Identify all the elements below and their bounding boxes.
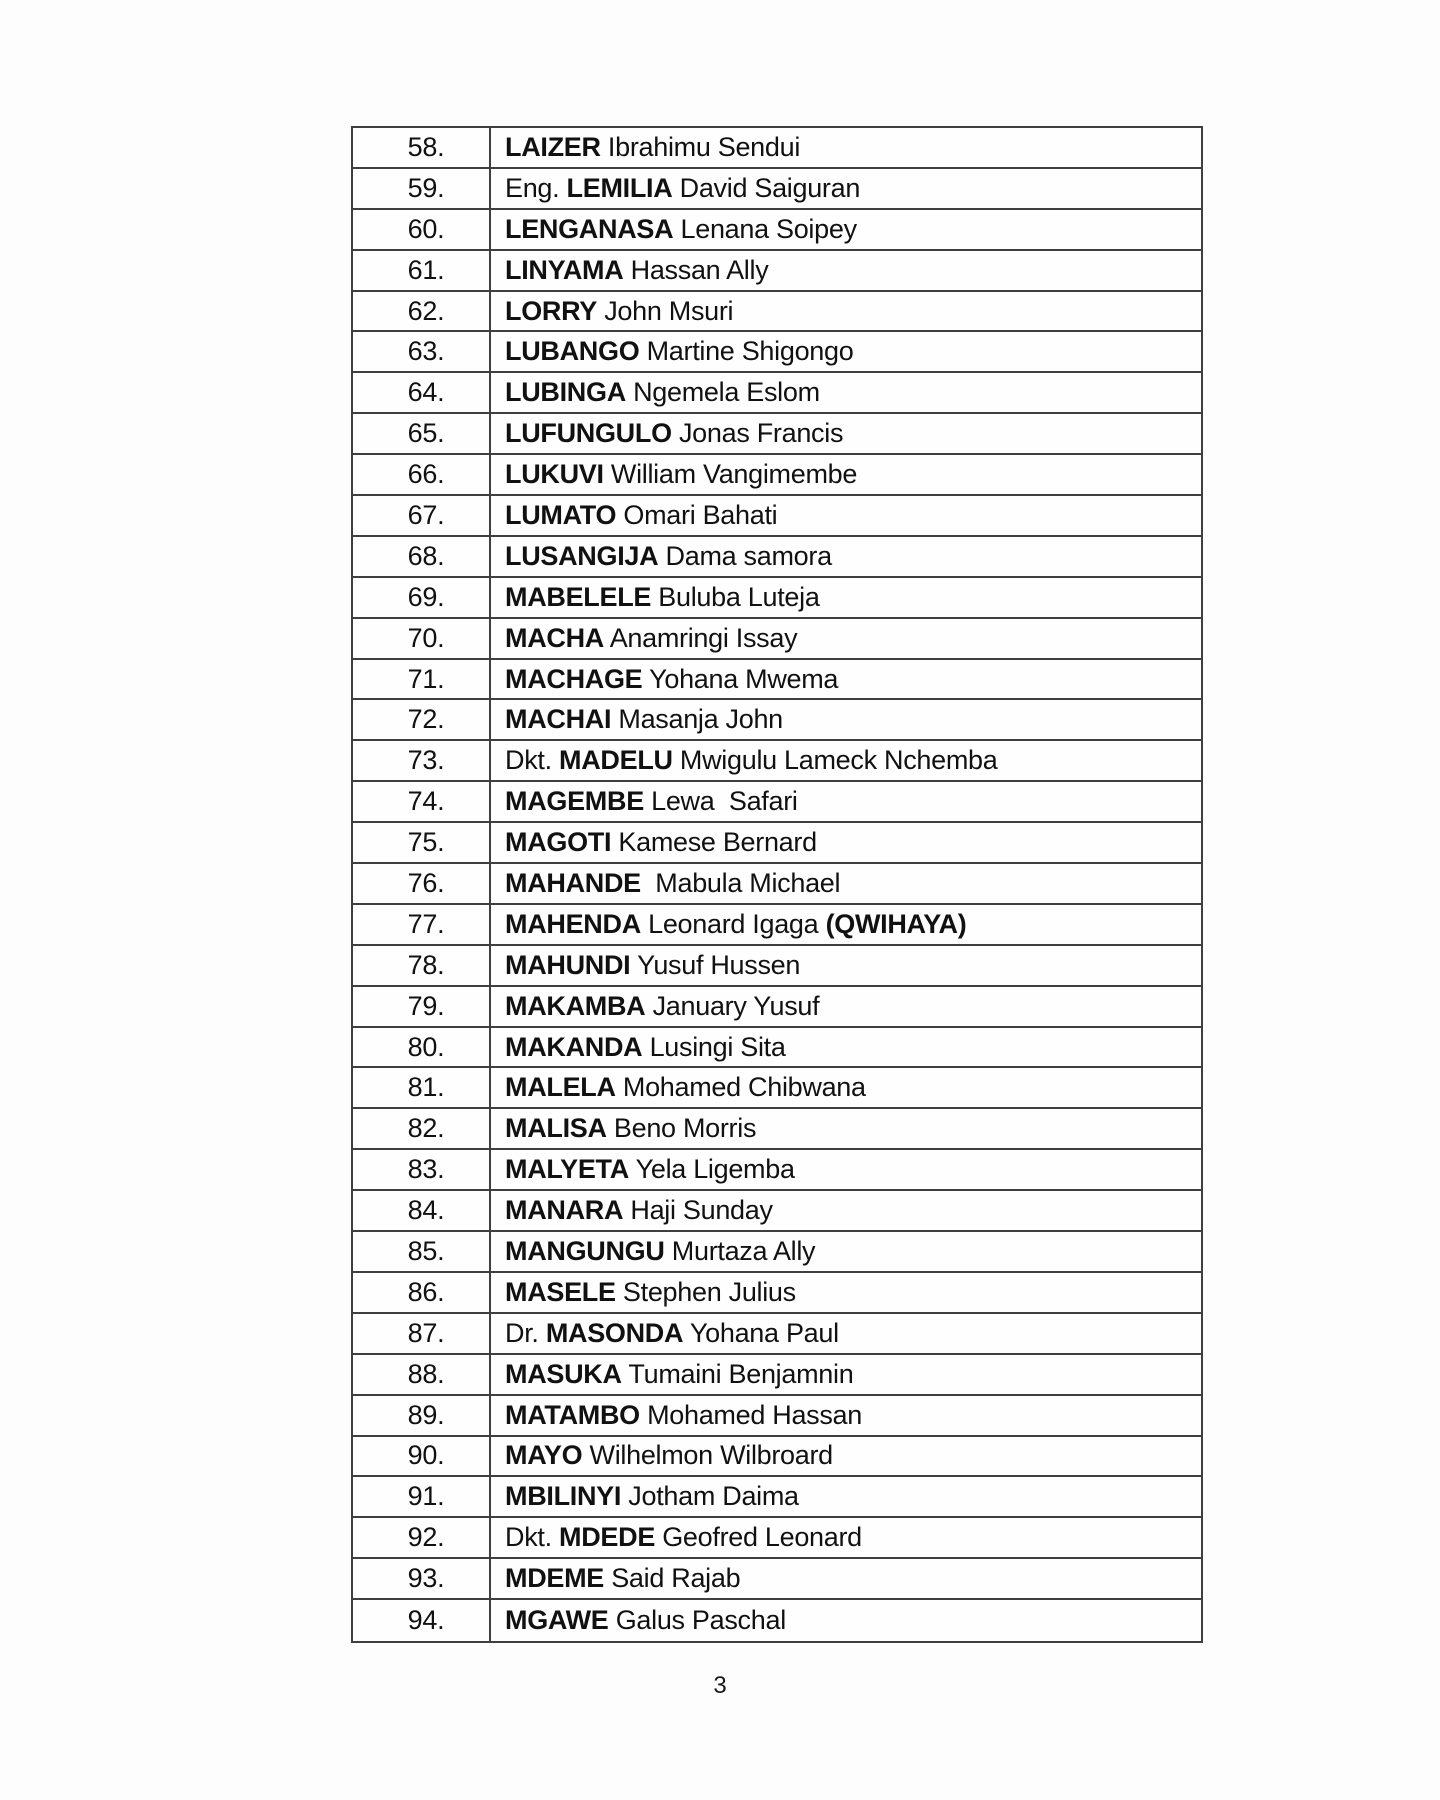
name-bold-segment: MANARA: [505, 1195, 624, 1226]
name-bold-segment: MABELELE: [505, 581, 652, 612]
table-row: [353, 128, 1201, 169]
table-row: [353, 1477, 1201, 1518]
table-row: [353, 823, 1201, 864]
row-index: 92.: [353, 1518, 491, 1557]
row-index: 77.: [353, 905, 491, 944]
row-index: 79.: [353, 987, 491, 1026]
table-row: [353, 619, 1201, 660]
name-regular-segment: William Vangimembe: [603, 459, 858, 490]
name-bold-segment: MALYETA: [505, 1154, 629, 1185]
row-name: [491, 987, 1201, 1026]
row-name: [491, 1314, 1201, 1353]
name-bold-segment: LEMILIA: [566, 172, 673, 203]
table-row: [353, 1232, 1201, 1273]
row-name: [491, 128, 1201, 167]
table-row: [353, 1028, 1201, 1069]
name-regular-segment: Mohamed Chibwana: [615, 1072, 866, 1103]
table-row: [353, 1559, 1201, 1600]
name-regular-segment: Martine Shigongo: [639, 336, 854, 367]
name-bold-segment: LUKUVI: [505, 459, 604, 490]
row-name: [491, 700, 1201, 739]
name-regular-segment: Mohamed Hassan: [639, 1399, 862, 1430]
name-regular-segment: John Msuri: [597, 295, 734, 326]
name-bold-segment: MACHAGE: [505, 663, 643, 694]
table-row: [353, 1150, 1201, 1191]
row-name: [491, 373, 1201, 412]
name-regular-segment: Dkt.: [505, 745, 560, 776]
name-regular-segment: Yusuf Hussen: [630, 949, 801, 980]
table-row: [353, 987, 1201, 1028]
name-bold-segment: MAKANDA: [505, 1031, 643, 1062]
name-regular-segment: Mwigulu Lameck Nchemba: [672, 745, 998, 776]
name-regular-segment: Lusingi Sita: [642, 1031, 786, 1062]
roster-table: [351, 126, 1203, 1643]
name-regular-segment: Leonard Igaga: [640, 908, 826, 939]
name-regular-segment: January Yusuf: [645, 990, 820, 1021]
name-regular-segment: Buluba Luteja: [651, 581, 820, 612]
name-regular-segment: Anamringi Issay: [604, 622, 798, 653]
name-regular-segment: Lenana Soipey: [673, 213, 857, 244]
table-row: [353, 1396, 1201, 1437]
table-row: [353, 905, 1201, 946]
name-regular-segment: Dama samora: [658, 540, 832, 571]
table-row: [353, 1191, 1201, 1232]
name-bold-segment: MDEME: [505, 1563, 604, 1594]
name-regular-segment: Stephen Julius: [615, 1276, 796, 1307]
row-index: 85.: [353, 1232, 491, 1271]
name-bold-segment: LENGANASA: [505, 213, 674, 244]
row-index: 68.: [353, 537, 491, 576]
row-name: [491, 619, 1201, 658]
name-bold-segment: MATAMBO: [505, 1399, 640, 1430]
row-index: 66.: [353, 455, 491, 494]
name-bold-segment: MALISA: [505, 1113, 607, 1144]
row-index: 88.: [353, 1355, 491, 1394]
table-row: [353, 578, 1201, 619]
name-bold-segment: MADELU: [559, 745, 673, 776]
name-regular-segment: Masanja John: [611, 704, 783, 735]
name-regular-segment: Haji Sunday: [623, 1195, 773, 1226]
row-name: [491, 1109, 1201, 1148]
row-name: [491, 782, 1201, 821]
row-name: [491, 414, 1201, 453]
name-regular-segment: Jonas Francis: [671, 418, 844, 449]
row-name: [491, 1273, 1201, 1312]
name-regular-segment: Jotham Daima: [621, 1481, 799, 1512]
row-name: [491, 210, 1201, 249]
row-index: 93.: [353, 1559, 491, 1598]
row-name: [491, 1518, 1201, 1557]
table-row: [353, 414, 1201, 455]
name-regular-segment: Wilhelmon Wilbroard: [582, 1440, 833, 1471]
row-name: [491, 455, 1201, 494]
row-name: [491, 1150, 1201, 1189]
table-row: [353, 660, 1201, 701]
row-name: [491, 1355, 1201, 1394]
table-row: [353, 373, 1201, 414]
row-name: [491, 1068, 1201, 1107]
name-bold-segment: MAKAMBA: [505, 990, 646, 1021]
row-name: [491, 1477, 1201, 1516]
table-row: [353, 455, 1201, 496]
row-index: 90.: [353, 1437, 491, 1476]
name-regular-segment: David Saiguran: [672, 172, 861, 203]
row-name: [491, 1437, 1201, 1476]
name-regular-segment: Ngemela Eslom: [625, 377, 820, 408]
name-regular-segment: Dkt.: [505, 1522, 560, 1553]
row-name: [491, 823, 1201, 862]
name-bold-segment: MALELA: [505, 1072, 616, 1103]
name-regular-segment: Murtaza Ally: [664, 1235, 816, 1266]
table-row: [353, 292, 1201, 333]
row-name: [491, 1396, 1201, 1435]
name-bold-segment: MAGEMBE: [505, 786, 644, 817]
row-index: 75.: [353, 823, 491, 862]
row-name: [491, 864, 1201, 903]
name-bold-segment: MAGOTI: [505, 827, 612, 858]
row-index: 72.: [353, 700, 491, 739]
row-name: [491, 946, 1201, 985]
name-bold-segment: MACHAI: [505, 704, 612, 735]
name-bold-segment: LAIZER: [505, 131, 601, 162]
row-index: 59.: [353, 169, 491, 208]
row-index: 83.: [353, 1150, 491, 1189]
table-row: [353, 782, 1201, 823]
name-bold-segment: MAYO: [505, 1440, 583, 1471]
row-name: [491, 578, 1201, 617]
table-row: [353, 1518, 1201, 1559]
name-regular-segment: Ibrahimu Sendui: [600, 131, 801, 162]
row-index: 86.: [353, 1273, 491, 1312]
name-regular-segment: Geofred Leonard: [655, 1522, 862, 1553]
name-regular-segment: Lewa Safari: [643, 786, 798, 817]
row-name: [491, 496, 1201, 535]
row-index: 80.: [353, 1028, 491, 1067]
row-index: 60.: [353, 210, 491, 249]
name-bold-segment: MAHANDE: [505, 867, 641, 898]
row-index: 62.: [353, 292, 491, 331]
row-index: 67.: [353, 496, 491, 535]
name-bold-segment: MASUKA: [505, 1358, 622, 1389]
table-row: [353, 210, 1201, 251]
table-row: [353, 1273, 1201, 1314]
name-bold-segment: LUBANGO: [505, 336, 640, 367]
name-bold-segment: MDEDE: [559, 1522, 656, 1553]
table-row: [353, 537, 1201, 578]
table-row: [353, 332, 1201, 373]
row-index: 76.: [353, 864, 491, 903]
row-index: 65.: [353, 414, 491, 453]
table-row: [353, 1355, 1201, 1396]
row-name: [491, 1559, 1201, 1598]
name-regular-segment: Tumaini Benjamnin: [621, 1358, 854, 1389]
table-row: [353, 251, 1201, 292]
name-bold-segment: MASONDA: [545, 1317, 684, 1348]
table-row: [353, 1600, 1201, 1641]
name-bold-segment: MACHA: [505, 622, 604, 653]
row-name: [491, 905, 1201, 944]
name-regular-segment: Hassan Ally: [623, 254, 769, 285]
row-name: [491, 1191, 1201, 1230]
table-row: [353, 169, 1201, 210]
row-name: [491, 251, 1201, 290]
row-index: 82.: [353, 1109, 491, 1148]
name-regular-segment: Kamese Bernard: [611, 827, 817, 858]
name-bold-segment: MANGUNGU: [505, 1235, 665, 1266]
row-name: [491, 1232, 1201, 1271]
name-regular-segment: Mabula Michael: [640, 867, 841, 898]
name-bold-segment: (QWIHAYA): [825, 908, 967, 939]
row-index: 87.: [353, 1314, 491, 1353]
table-row: [353, 1314, 1201, 1355]
name-bold-segment: LORRY: [505, 295, 597, 326]
row-index: 64.: [353, 373, 491, 412]
name-bold-segment: MASELE: [505, 1276, 616, 1307]
name-bold-segment: MBILINYI: [505, 1481, 622, 1512]
row-name: [491, 537, 1201, 576]
row-index: 58.: [353, 128, 491, 167]
row-index: 61.: [353, 251, 491, 290]
name-bold-segment: MGAWE: [505, 1605, 609, 1635]
name-regular-segment: Galus Paschal: [608, 1605, 786, 1635]
table-row: [353, 496, 1201, 537]
name-regular-segment: Yohana Mwema: [642, 663, 839, 694]
row-index: 89.: [353, 1396, 491, 1435]
row-index: 94.: [353, 1600, 491, 1641]
row-index: 74.: [353, 782, 491, 821]
row-name: [491, 1600, 1201, 1641]
name-regular-segment: Eng.: [505, 172, 567, 203]
row-index: 70.: [353, 619, 491, 658]
table-row: [353, 864, 1201, 905]
name-regular-segment: Yohana Paul: [683, 1317, 839, 1348]
row-name: [491, 292, 1201, 331]
row-index: 63.: [353, 332, 491, 371]
row-index: 78.: [353, 946, 491, 985]
name-bold-segment: LUSANGIJA: [505, 540, 659, 571]
table-row: [353, 700, 1201, 741]
name-regular-segment: Omari Bahati: [616, 499, 778, 530]
row-name: [491, 1028, 1201, 1067]
name-regular-segment: Said Rajab: [604, 1563, 741, 1594]
row-index: 71.: [353, 660, 491, 699]
table-row: [353, 1109, 1201, 1150]
name-bold-segment: LINYAMA: [505, 254, 624, 285]
name-bold-segment: LUMATO: [505, 499, 617, 530]
row-index: 84.: [353, 1191, 491, 1230]
page-number: 3: [713, 1672, 727, 1699]
name-bold-segment: LUBINGA: [505, 377, 626, 408]
table-row: [353, 741, 1201, 782]
row-index: 91.: [353, 1477, 491, 1516]
row-name: [491, 741, 1201, 780]
row-index: 73.: [353, 741, 491, 780]
name-regular-segment: Dr.: [505, 1317, 546, 1348]
name-bold-segment: MAHUNDI: [505, 949, 631, 980]
table-row: [353, 1068, 1201, 1109]
name-bold-segment: LUFUNGULO: [505, 418, 672, 449]
row-index: 69.: [353, 578, 491, 617]
row-index: 81.: [353, 1068, 491, 1107]
row-name: [491, 660, 1201, 699]
table-row: [353, 1437, 1201, 1478]
row-name: [491, 169, 1201, 208]
name-regular-segment: Beno Morris: [606, 1113, 757, 1144]
name-regular-segment: Yela Ligemba: [628, 1154, 795, 1185]
name-bold-segment: MAHENDA: [505, 908, 641, 939]
row-name: [491, 332, 1201, 371]
table-row: [353, 946, 1201, 987]
